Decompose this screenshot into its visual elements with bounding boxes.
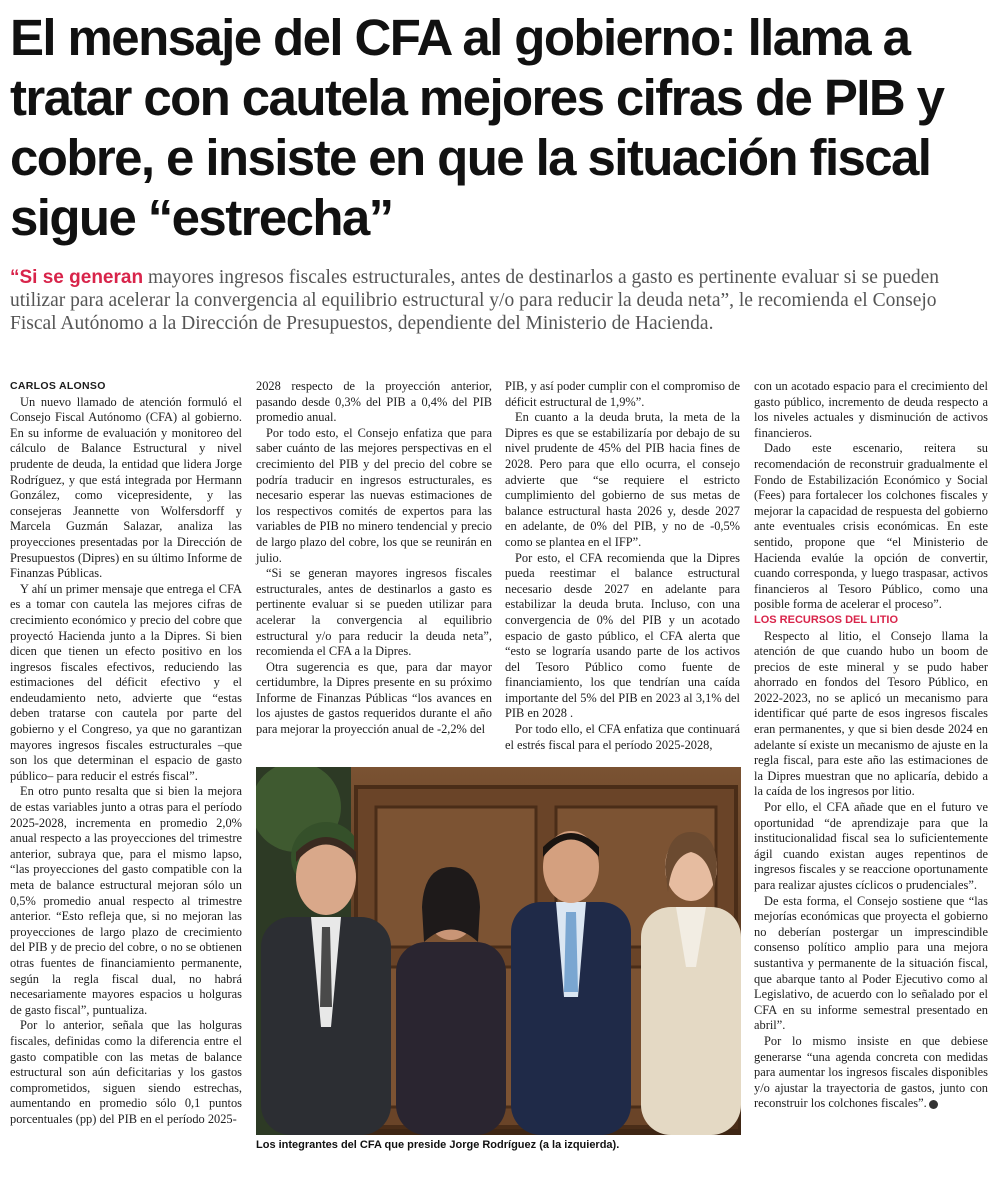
byline: CARLOS ALONSO [10, 380, 106, 392]
lead-paragraph [10, 266, 985, 335]
paragraph: Y ahí un primer mensaje que entrega el CFA es a tomar con cautela las mejores cifras de crecimiento económico y precio del cobre que proyectó Hacienda junto a la Dipres. Si bien dicen que tienen un efecto positivo en los ingresos fiscales efectivos, reduciendo las estimaciones del déficit efectivo y el endeudamiento neto, advierte que “estas deben tratarse con cautela por parte del gobierno y el Congreso, ya que no garantizan mayores ingresos fiscales estructurales –que son los que determinan el espacio de gasto público– para reducir el estrés fiscal”. [10, 581, 242, 783]
photo-caption: Los integrantes del CFA que preside Jorge Rodríguez (a la izquierda). [256, 1139, 620, 1151]
article-column-1 [10, 379, 242, 1128]
paragraph: con un acotado espacio para el crecimiento del gasto público, incremento de deuda respecto a los niveles actuales y disminución de activos financieros. [754, 379, 988, 440]
paragraph: Por esto, el CFA recomienda que la Dipres pueda reestimar el balance estructural necesario desde 2027 en adelante para estabilizar la deuda bruta. Incluso, con una convergencia de 0% del PIB y un acotado espacio de gasto público, el CFA alerta que “esto se lograría usando parte de los activos del Tesoro Público como fuente de financiamiento, los que tendrían una caída importante del 5% del PIB en 2023 al 3,1% del PIB en 2028 . [505, 550, 740, 721]
paragraph: De esta forma, el Consejo sostiene que “las mejorías económicas que proyecta el gobierno no deberían postergar un imprescindible consenso político amplio para una mejora sustantiva y permanente de la situación fiscal, que abarque tanto al Poder Ejecutivo como al Legislativo, de acuerdo con lo señalado por el CFA en su informe semestral presentado en abril”. [754, 893, 988, 1033]
paragraph: Dado este escenario, reitera su recomendación de reconstruir gradualmente el Fondo de Estabilización Económico y Social (Fees) para fortalecer los colchones fiscales y mejorar la capacidad de respuesta del gobierno ante eventuales crisis económicas. En este sentido, propone que “el Ministerio de Hacienda evalúe la opción de convertir, cuando corresponda, y luego traspasar, activos financieros al Tesoro Público, como una posible forma de acelerar el proceso”. [754, 441, 988, 612]
photo-illustration [256, 767, 741, 1135]
end-of-article-icon [929, 1100, 938, 1109]
paragraph: Un nuevo llamado de atención formuló el Consejo Fiscal Autónomo (CFA) al gobierno. En su informe de evaluación y monitoreo del cálculo de Balance Estructural y nivel prudente de deuda, la entidad que lidera Jorge Rodríguez, y que está integrada por Hermann González, como vicepresidente, y las consejeras Jeannette von Wolfersdorff y Marcela Guzmán Salazar, analiza las proyecciones presentadas por la Dirección de Presupuestos (Dipres) en su último Informe de Finanzas Públicas. [10, 394, 242, 581]
lead-highlight: “Si se generan [10, 267, 144, 288]
paragraph [754, 1034, 988, 1112]
lead-text: mayores ingresos fiscales estructurales, antes de destinarlos a gasto es pertinente evaluar si se pueden utilizar para acelerar la convergencia al equilibrio estructural y/o para reducir la deuda neta”, le recomienda el Consejo Fiscal Autónomo a la Dirección de Presupuestos, dependiente del Ministerio de Hacienda. [10, 267, 940, 334]
article-column-3 [505, 379, 740, 753]
paragraph: Por todo esto, el Consejo enfatiza que para saber cuánto de las mejores perspectivas en el crecimiento del PIB y del precio del cobre se podría traducir en ingresos estructurales, es necesario esperar las nuevas estimaciones de los respectivos comités de expertos para las variables de PIB no minero tendencial y precio de largo plazo del cobre, los que se reunirán en julio. [256, 425, 492, 565]
paragraph: En cuanto a la deuda bruta, la meta de la Dipres es que se estabilizaría por debajo de su nivel prudente de 45% del PIB hacia fines de 2028. Pero para que ello ocurra, el consejo advierte que “se requiere el estricto cumplimiento del gobierno de sus metas de balance estructural hasta 2026 y, desde 2027 en adelante, de 0% del PIB, y no de -0,5% como se plantea en el IFP”. [505, 410, 740, 549]
article-column-4 [754, 379, 988, 1112]
paragraph: 2028 respecto de la proyección anterior, pasando desde 0,3% del PIB a 0,4% del PIB promedio anual. [256, 379, 492, 425]
article-photo [256, 767, 741, 1135]
paragraph: En otro punto resalta que si bien la mejora de estas variables junto a otras para el período 2025-2028, incrementa en promedio 2,0% anual respecto a las proyecciones del trimestre anterior, subraya que, para el mismo lapso, “las proyecciones del gasto compatible con la meta de balance estructural mejoran sólo un 0,5% promedio anual respecto al trimestre anterior. “Esto refleja que, si no mejoran las proyecciones de largo plazo de crecimiento del PIB y de precio del cobre, o no se obtienen otras fuentes de financiamiento permanente, según la regla fiscal dual, no habrá necesariamente mayores espacios u holguras de gasto fiscal”, puntualiza. [10, 784, 242, 1017]
paragraph: Por ello, el CFA añade que en el futuro ve oportunidad “de aprendizaje para que la institucionalidad fiscal sea lo suficientemente ágil cuando existan auges repentinos de ingresos fiscales y se reaccione oportunamente para realizar ajustes cíclicos o prudenciales”. [754, 800, 988, 892]
paragraph: Por lo anterior, señala que las holguras fiscales, definidas como la diferencia entre el gasto compatible con las metas de balance estructural son aún deficitarias y los gastos comprometidos, siguen siendo estrechas, aumentando en promedio sólo 0,1 puntos porcentuales (pp) del PIB en el período 2025- [10, 1018, 242, 1126]
article-column-2 [256, 379, 492, 738]
paragraph: Otra sugerencia es que, para dar mayor certidumbre, la Dipres presente en su próximo Informe de Finanzas Públicas “los avances en los ajustes de gastos requeridos durante el año para mejorar la proyección anual de -2,2% del [256, 659, 492, 737]
paragraph-text: Por lo mismo insiste en que debiese generarse “una agenda concreta con medidas para aumentar los ingresos fiscales disponibles y/o ajustar la trayectoria de gastos, junto con reconstruir los colchones fiscales”. [754, 1033, 988, 1111]
paragraph: Por todo ello, el CFA enfatiza que continuará el estrés fiscal para el período 2025-2028, [505, 722, 740, 752]
paragraph: Respecto al litio, el Consejo llama la atención de que cuando hubo un boom de precios de este mineral y se pudo haber ahorrado en fondos del Tesoro Público, en 2022-2023, no se aplicó un mecanismo para identificar qué parte de esos ingresos fiscales eran permanentes, y que si bien desde 2024 en adelante sí existe un mecanismo de ajuste en la regla fiscal, para este año las estimaciones de la Dipres muestran que no aplicaría, debido a la caída de los ingresos por litio. [754, 628, 988, 799]
paragraph: PIB, y así poder cumplir con el compromiso de déficit estructural de 1,9%”. [505, 379, 740, 409]
section-subhead: LOS RECURSOS DEL LITIO [754, 613, 899, 626]
headline: El mensaje del CFA al gobierno: llama a tratar con cautela mejores cifras de PIB y cobre, e insiste en que la situación fiscal sigue “estrecha” [10, 9, 944, 246]
paragraph: “Si se generan mayores ingresos fiscales estructurales, antes de destinarlos a gasto es pertinente evaluar si se pueden utilizar para acelerar la convergencia al equilibrio estructural y/o para reducir la deuda neta”, recomienda el CFA a la Dipres. [256, 566, 492, 659]
